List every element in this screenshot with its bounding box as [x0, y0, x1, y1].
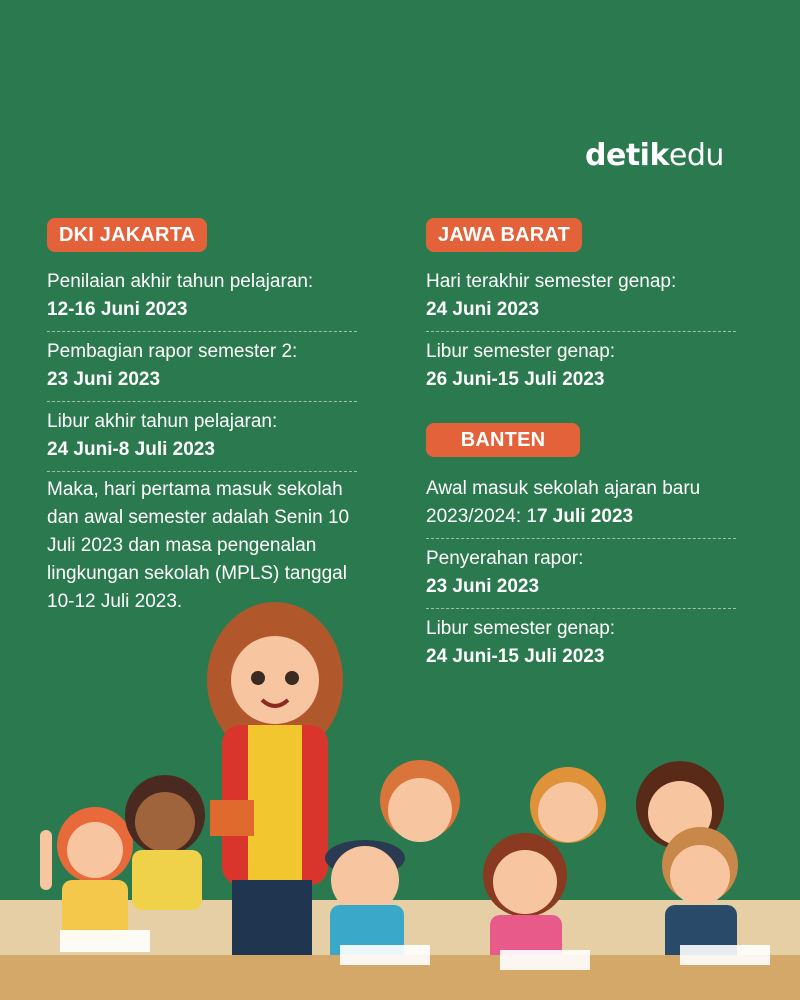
student-illustration	[125, 775, 205, 910]
banten-entry	[426, 469, 736, 539]
banten-entry-value: 24 Juni-15 Juli 2023	[426, 646, 605, 667]
dki-entry-value: 24 Juni-8 Juli 2023	[47, 439, 215, 460]
banten-entry-label: Penyerahan rapor:	[426, 548, 584, 569]
brand-logo-light: edu	[668, 138, 724, 173]
jabar-entry-label: Hari terakhir semester genap:	[426, 271, 677, 292]
dki-entry-label: Penilaian akhir tahun pelajaran:	[47, 271, 314, 292]
jabar-entry-label: Libur semester genap:	[426, 341, 616, 362]
dki-entry-label: Libur akhir tahun pelajaran:	[47, 411, 278, 432]
dki-jakarta-badge: DKI JAKARTA	[47, 218, 207, 252]
brand-logo	[585, 138, 724, 173]
banten-entry-value: 23 Juni 2023	[426, 576, 540, 597]
banten-entry-label: Awal masuk sekolah ajaran baru	[426, 478, 701, 499]
banten-badge: BANTEN	[426, 423, 580, 457]
jabar-entry-value: 26 Juni-15 Juli 2023	[426, 369, 605, 390]
jawa-barat-badge: JAWA BARAT	[426, 218, 582, 252]
dki-entry-value: 23 Juni 2023	[47, 369, 161, 390]
dki-entry	[47, 332, 357, 402]
banten-entry	[426, 539, 736, 609]
jabar-entry	[426, 332, 736, 401]
banten-entry-year: 2023/2024: 1	[426, 506, 537, 527]
dki-note: Maka, hari pertama masuk sekolah dan awal semester adalah Senin 10 Juli 2023 dan masa pengenalan lingkungan sekolah (MPLS) tanggal 10-12 Juli 2023.	[47, 479, 350, 612]
dki-entry	[47, 262, 357, 332]
classroom-illustration	[0, 600, 800, 1000]
banten-entry-line2	[426, 503, 736, 531]
jabar-entry	[426, 262, 736, 332]
dki-entry-value: 12-16 Juni 2023	[47, 299, 188, 320]
banten-entry-date: 7 Juli 2023	[536, 506, 634, 527]
dki-entry-label: Pembagian rapor semester 2:	[47, 341, 298, 362]
brand-logo-bold: detik	[585, 138, 669, 173]
banten-entry-label: Libur semester genap:	[426, 618, 616, 639]
dki-jakarta-section	[47, 218, 357, 616]
jabar-entry-value: 24 Juni 2023	[426, 299, 540, 320]
dki-entry	[47, 402, 357, 472]
